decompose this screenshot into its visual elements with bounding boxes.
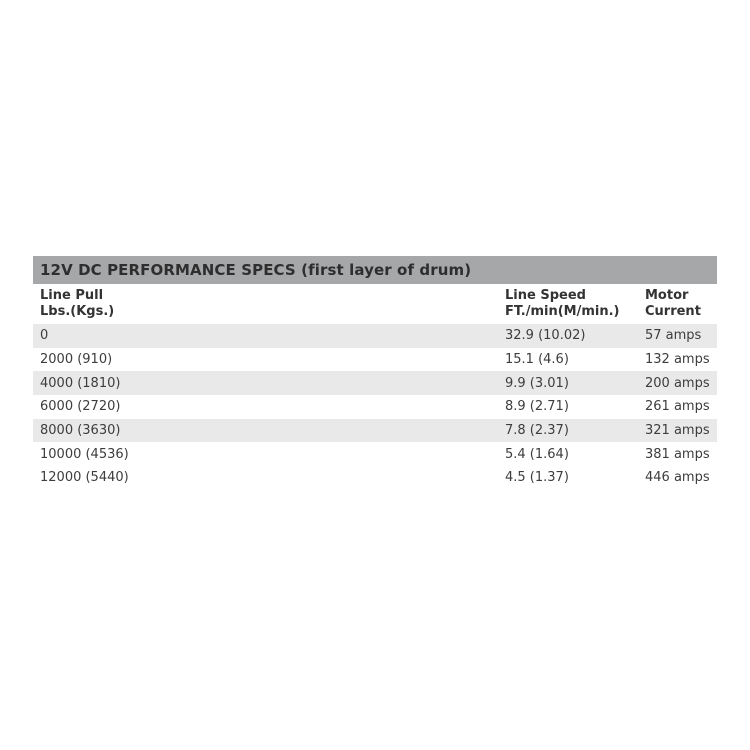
header-line-pull	[33, 288, 505, 320]
table-row	[33, 419, 717, 443]
cell-line-pull: 2000 (910)	[40, 352, 113, 368]
table-title: 12V DC PERFORMANCE SPECS (first layer of drum)	[33, 256, 717, 284]
cell-motor-current: 321 amps	[645, 423, 710, 439]
header-motor-current	[645, 288, 717, 320]
cell-motor-current: 381 amps	[645, 446, 710, 462]
header-motor-current-unit: Current	[645, 304, 701, 319]
table-row	[33, 371, 717, 395]
cell-motor-current: 261 amps	[645, 399, 710, 415]
cell-motor-current: 200 amps	[645, 375, 710, 391]
cell-line-pull: 4000 (1810)	[40, 375, 121, 391]
header-line-pull-label: Line Pull	[40, 288, 104, 303]
cell-line-pull: 8000 (3630)	[40, 423, 121, 439]
cell-line-speed: 8.9 (2.71)	[505, 399, 569, 415]
table-row	[33, 395, 717, 419]
header-line-speed	[505, 288, 645, 320]
header-line-speed-unit: FT./min(M/min.)	[505, 304, 620, 319]
cell-line-speed: 5.4 (1.64)	[505, 446, 569, 462]
cell-line-pull: 6000 (2720)	[40, 399, 121, 415]
table-row	[33, 324, 717, 348]
table-row	[33, 466, 717, 490]
cell-line-speed: 15.1 (4.6)	[505, 352, 569, 368]
cell-line-pull: 12000 (5440)	[40, 470, 129, 486]
performance-specs-table	[33, 256, 717, 490]
header-motor-current-label: Motor	[645, 288, 689, 303]
table-row	[33, 348, 717, 372]
cell-line-pull: 10000 (4536)	[40, 446, 129, 462]
cell-motor-current: 57 amps	[645, 328, 702, 344]
cell-line-speed: 4.5 (1.37)	[505, 470, 569, 486]
cell-line-pull: 0	[40, 328, 49, 344]
header-line-speed-label: Line Speed	[505, 288, 586, 303]
table-header-row	[33, 284, 717, 324]
cell-line-speed: 7.8 (2.37)	[505, 423, 569, 439]
cell-line-speed: 32.9 (10.02)	[505, 328, 586, 344]
cell-motor-current: 446 amps	[645, 470, 710, 486]
cell-line-speed: 9.9 (3.01)	[505, 375, 569, 391]
cell-motor-current: 132 amps	[645, 352, 710, 368]
table-row	[33, 442, 717, 466]
header-line-pull-unit: Lbs.(Kgs.)	[40, 304, 115, 319]
